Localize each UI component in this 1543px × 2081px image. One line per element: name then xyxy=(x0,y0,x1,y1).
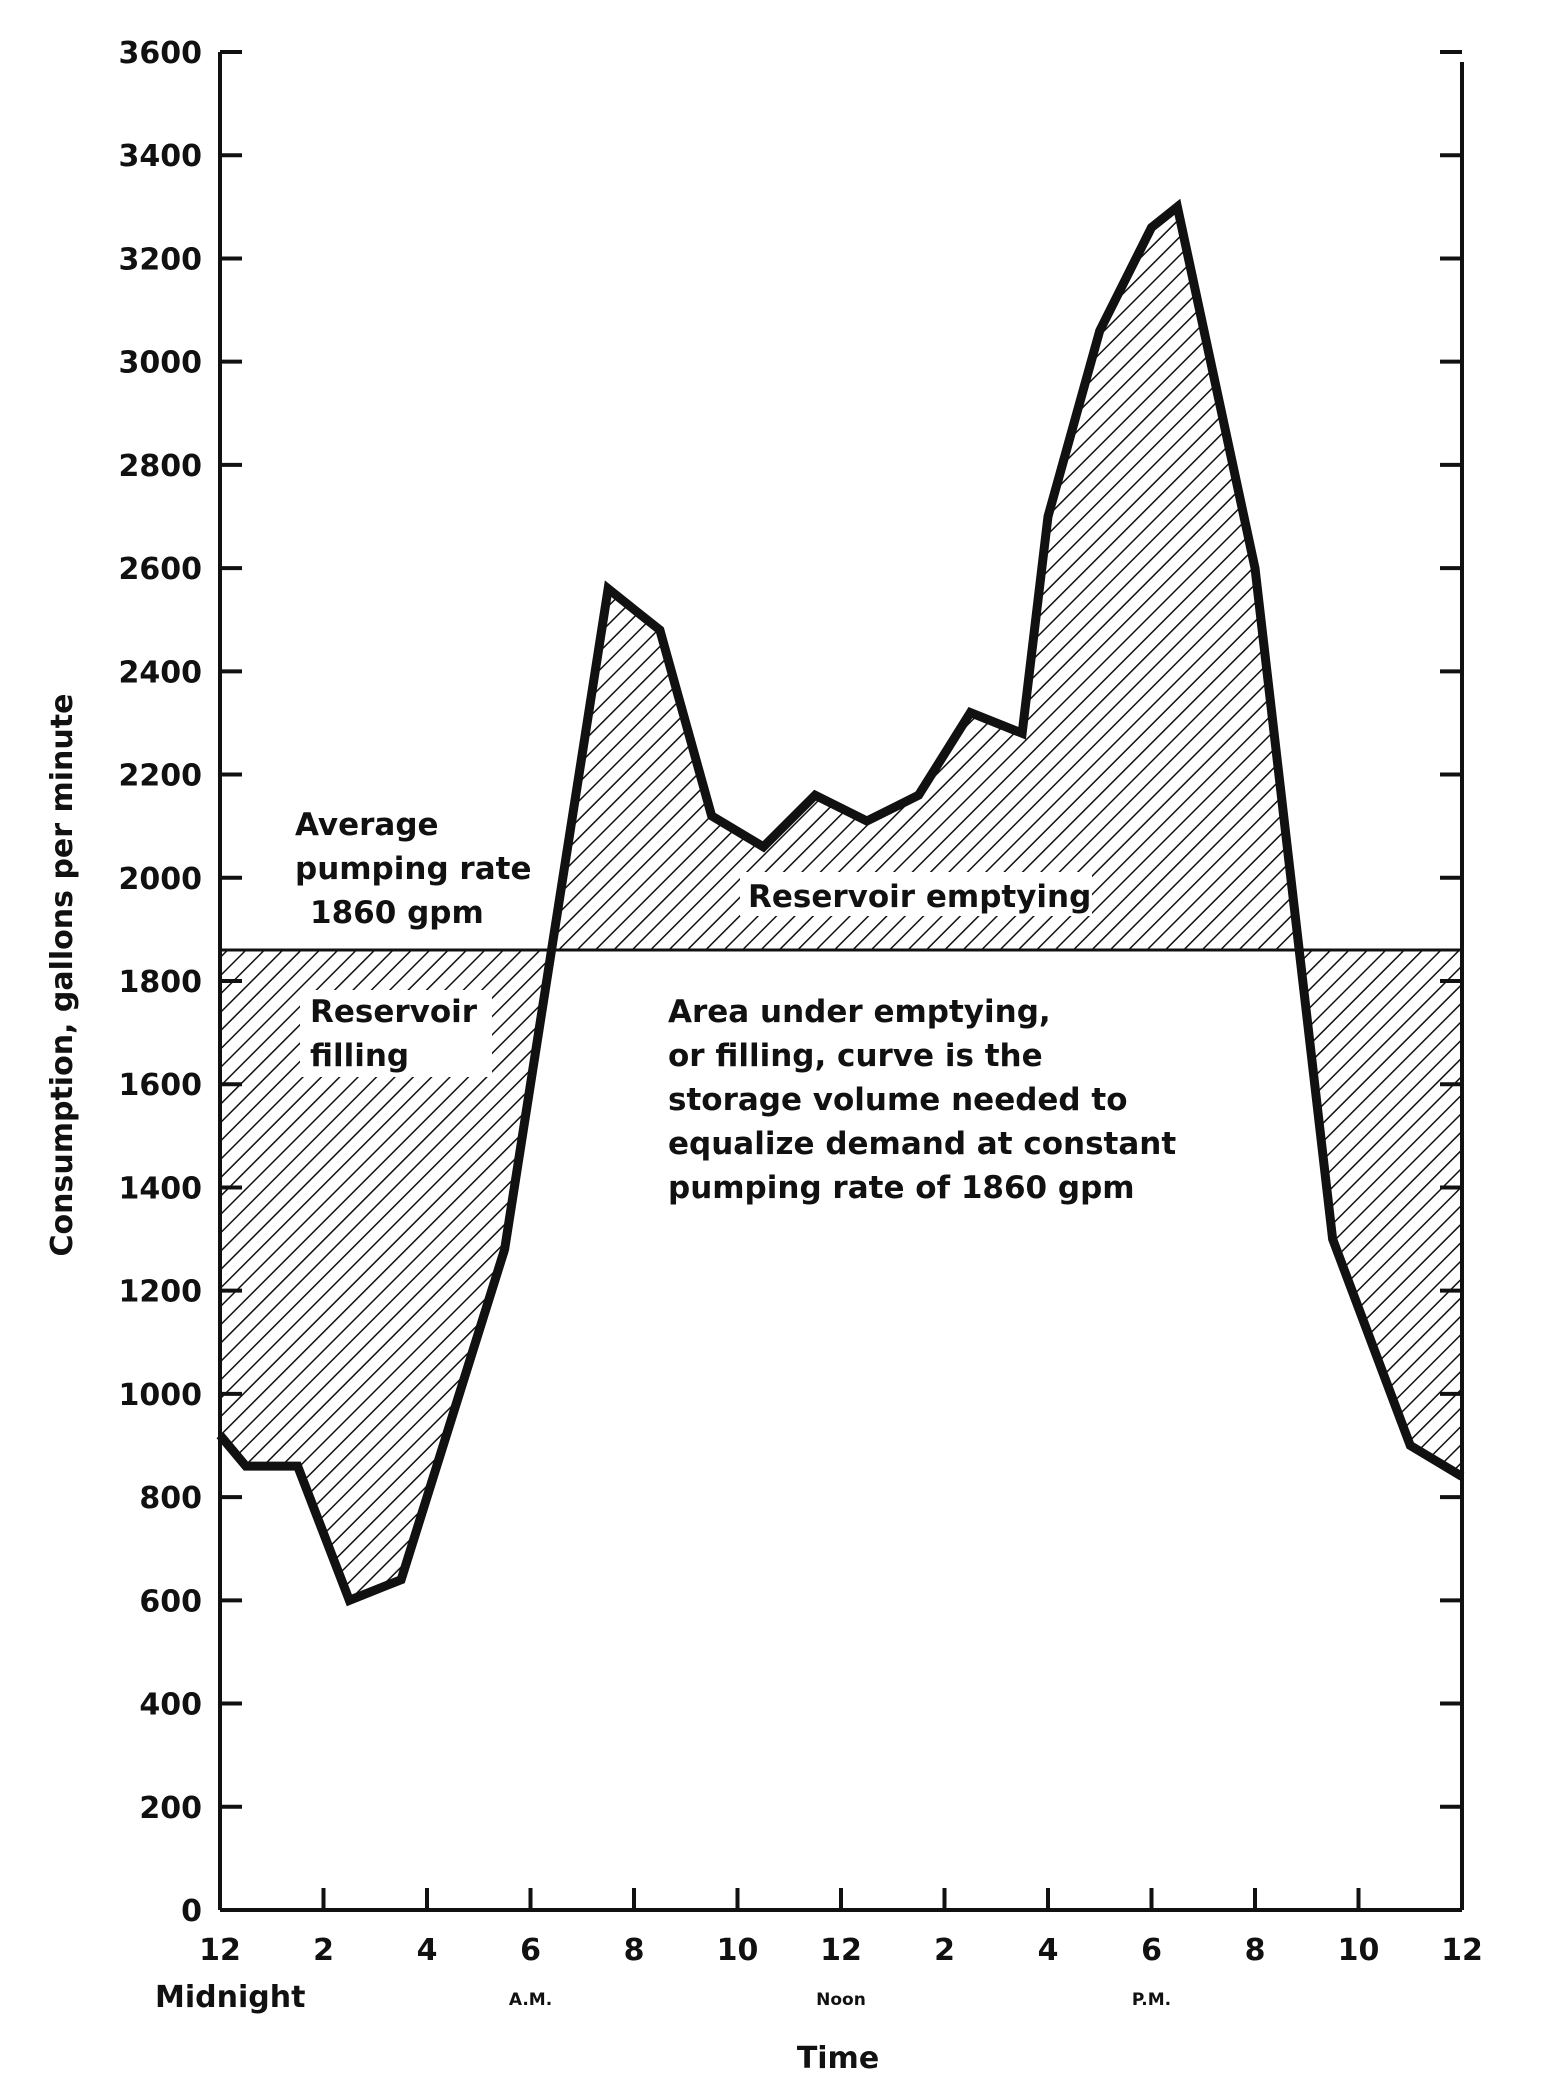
x-tick-label: 10 xyxy=(716,1933,759,1968)
y-tick-label: 2600 xyxy=(118,552,202,588)
y-tick-label: 2200 xyxy=(118,758,202,794)
y-tick-label: 600 xyxy=(139,1584,202,1620)
x-tick-label: 2 xyxy=(934,1933,955,1968)
annotation-filling xyxy=(300,990,492,1077)
y-tick-label: 3000 xyxy=(118,345,202,381)
y-tick-label: 1600 xyxy=(118,1068,202,1104)
y-axis-title: Consumption, gallons per minute xyxy=(45,693,80,1257)
annotation-emptying-label: Reservoir emptying xyxy=(748,879,1092,915)
y-tick-label: 1800 xyxy=(118,965,202,1000)
annotation-filling-line-2: filling xyxy=(310,1038,410,1074)
x-tick-label: 8 xyxy=(623,1933,645,1968)
x-tick-label: 8 xyxy=(1244,1933,1266,1968)
x-sublabel: Midnight xyxy=(155,1980,306,2015)
annotation-note-line-4: equalize demand at constant xyxy=(668,1126,1177,1162)
y-tick-label: 2000 xyxy=(118,861,202,897)
annotation-note-line-1: Area under emptying, xyxy=(668,994,1051,1030)
y-tick-label: 3400 xyxy=(118,139,202,175)
x-tick-label: 6 xyxy=(520,1933,541,1968)
annotation-average-line-2: pumping rate xyxy=(295,851,532,887)
annotation-note-line-2: or filling, curve is the xyxy=(668,1038,1043,1074)
x-tick-label: 2 xyxy=(313,1933,334,1968)
x-tick-label: 6 xyxy=(1141,1933,1162,1968)
x-tick-label: 10 xyxy=(1337,1933,1380,1968)
annotation-note xyxy=(668,994,1176,1206)
y-tick-label: 400 xyxy=(139,1687,202,1723)
x-tick-label: 4 xyxy=(1037,1933,1059,1968)
x-tick-label: 4 xyxy=(416,1933,438,1968)
annotation-average-line-1: Average xyxy=(295,807,439,843)
x-sublabel: A.M. xyxy=(508,1990,553,2010)
x-tick-label: 12 xyxy=(820,1933,862,1968)
annotation-emptying xyxy=(740,872,1092,916)
y-tick-label: 800 xyxy=(139,1481,202,1517)
x-tick-label: 12 xyxy=(1441,1933,1483,1968)
y-tick-label: 3200 xyxy=(118,242,202,278)
x-sublabel: Noon xyxy=(816,1990,866,2010)
y-tick-label: 1200 xyxy=(118,1274,202,1310)
y-tick-label: 200 xyxy=(139,1790,202,1826)
y-tick-label: 1400 xyxy=(118,1171,202,1207)
x-tick-label: 12 xyxy=(199,1933,241,1968)
annotation-note-line-5: pumping rate of 1860 gpm xyxy=(668,1170,1135,1206)
y-tick-label: 2800 xyxy=(118,448,202,484)
y-tick-label: 2400 xyxy=(118,655,202,691)
y-tick-label: 3600 xyxy=(118,36,202,71)
annotation-filling-line-1: Reservoir xyxy=(310,994,478,1030)
annotation-average-line-3: 1860 gpm xyxy=(310,895,484,931)
y-tick-label: 1000 xyxy=(118,1377,202,1413)
x-axis-title: Time xyxy=(796,2041,880,2076)
x-ticks xyxy=(155,1888,1483,2015)
y-tick-label: 0 xyxy=(181,1894,202,1929)
x-sublabel: P.M. xyxy=(1131,1990,1172,2010)
annotation-note-line-3: storage volume needed to xyxy=(668,1082,1128,1118)
annotation-average xyxy=(295,807,531,931)
